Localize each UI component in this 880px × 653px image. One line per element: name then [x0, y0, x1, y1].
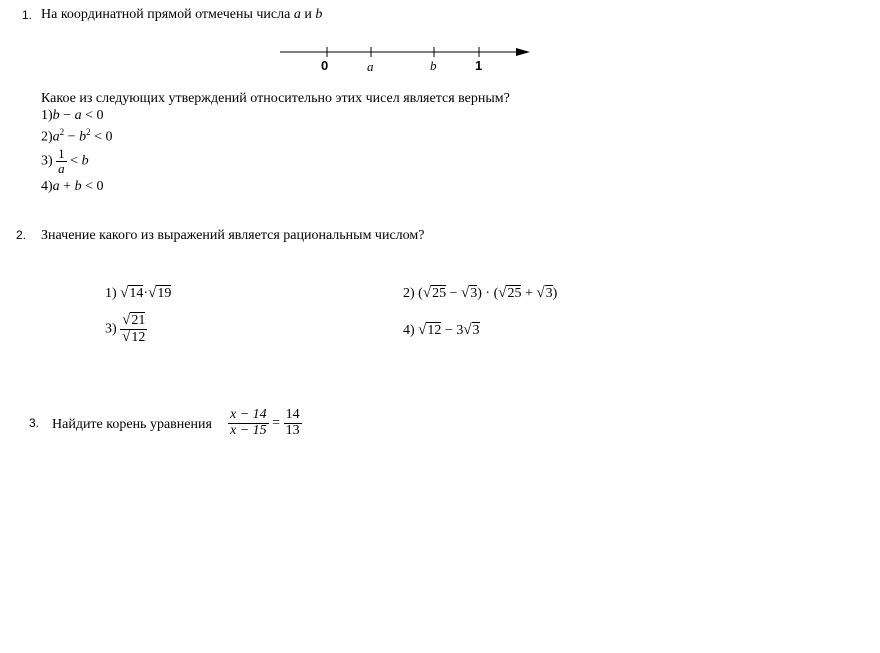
- task2-option-1: [105, 285, 171, 302]
- minus-operator: −: [444, 323, 453, 338]
- dot-operator: ·: [143, 286, 149, 301]
- option-number: 4): [41, 179, 53, 194]
- option-var-a: a: [52, 129, 60, 145]
- sqrt-icon: √: [498, 285, 507, 301]
- plus-operator: +: [524, 286, 533, 301]
- equation-right-fraction: [284, 408, 302, 438]
- number-line-label-0: 0: [321, 58, 329, 73]
- sqrt: [122, 313, 145, 329]
- sqrt-icon: √: [120, 285, 129, 301]
- sqrt-icon: √: [536, 285, 545, 301]
- option-var-a: a: [52, 179, 60, 194]
- sqrt: [120, 285, 143, 302]
- option-relation: <: [94, 129, 102, 145]
- sqrt-icon: √: [463, 322, 472, 338]
- sqrt: [122, 330, 145, 346]
- fraction-numerator: [120, 313, 147, 330]
- sqrt-argument: 25: [432, 286, 447, 301]
- equation-left-fraction: [228, 408, 269, 438]
- task3-prompt: Найдите корень уравнения: [52, 417, 212, 432]
- equals-sign: =: [272, 415, 281, 431]
- number-line-arrow-icon: [516, 48, 530, 56]
- option-value: 0: [96, 108, 104, 123]
- task1-prompt: На координатной прямой отмечены числа: [41, 7, 291, 22]
- fraction-denominator: a: [58, 160, 65, 176]
- sqrt: [418, 322, 441, 339]
- task1-option-1: [41, 108, 103, 124]
- option-operator: −: [63, 108, 72, 123]
- option-number: 2): [41, 129, 53, 145]
- task2-prompt: Значение какого из выражений является рациональным числом?: [41, 228, 425, 243]
- fraction-numerator: 14: [285, 407, 300, 422]
- task1-prompt-line: [41, 7, 322, 23]
- sqrt-icon: √: [148, 285, 157, 301]
- option-var-b: b: [52, 108, 60, 123]
- sqrt-argument: 3: [545, 286, 553, 301]
- sqrt-icon: √: [122, 312, 131, 328]
- number-line-label-b: b: [430, 58, 437, 73]
- task1-question: Какое из следующих утверждений относительно этих чисел является верным?: [41, 91, 510, 106]
- option-var-b: b: [81, 153, 89, 169]
- fraction-denominator: 13: [285, 422, 300, 438]
- option-value: 0: [105, 129, 113, 145]
- number-line-label-a: a: [367, 59, 374, 74]
- option-fraction: [120, 313, 147, 346]
- sqrt-argument: 14: [129, 286, 144, 301]
- number-line: [270, 38, 550, 80]
- fraction-numerator: 1: [58, 146, 65, 161]
- sqrt-argument: 3: [470, 286, 478, 301]
- sqrt: [463, 322, 479, 339]
- task1-conj: и: [304, 7, 312, 22]
- minus-operator: −: [449, 286, 458, 301]
- sqrt: [423, 285, 446, 302]
- dot-operator: ·: [485, 286, 491, 301]
- option-value: 0: [96, 179, 104, 194]
- paren: (: [493, 286, 499, 301]
- sqrt-argument: 21: [131, 313, 146, 328]
- option-relation: <: [85, 108, 93, 123]
- option-number: 1): [41, 108, 53, 123]
- paren: ): [552, 286, 558, 301]
- paren: (: [418, 286, 423, 301]
- task3-number: 3.: [29, 416, 40, 430]
- task2-option-4: [403, 322, 480, 339]
- option-relation: <: [70, 153, 79, 169]
- sqrt: [461, 285, 477, 302]
- option-operator: +: [63, 179, 72, 194]
- task1-var-b: b: [315, 7, 323, 22]
- sqrt-argument: 12: [427, 323, 442, 338]
- task2-option-3: [105, 313, 147, 346]
- sqrt: [536, 285, 552, 302]
- option-var-b: b: [74, 179, 82, 194]
- sqrt-argument: 3: [472, 323, 480, 338]
- option-number: 1): [105, 286, 117, 301]
- task1-var-a: a: [293, 7, 301, 22]
- sqrt-argument: 12: [131, 329, 146, 345]
- option-exponent: 2: [59, 127, 65, 137]
- sqrt-icon: √: [422, 285, 432, 301]
- option-number: 3): [105, 321, 117, 337]
- option-var-b: b: [79, 129, 87, 145]
- sqrt-icon: √: [418, 322, 427, 338]
- paren: ): [477, 286, 482, 301]
- task1-option-3: [41, 147, 89, 175]
- task1-option-4: [41, 179, 103, 195]
- option-exponent: 2: [86, 127, 91, 137]
- task1-option-2: [41, 127, 112, 146]
- coefficient: 3: [456, 323, 464, 338]
- number-line-label-1: 1: [475, 58, 483, 73]
- sqrt-icon: √: [460, 285, 470, 301]
- option-number: 4): [403, 323, 415, 338]
- fraction-denominator: [120, 330, 147, 346]
- sqrt: [148, 285, 171, 302]
- option-number: 2): [403, 286, 415, 301]
- sqrt-argument: 25: [507, 286, 522, 301]
- option-number: 3): [41, 153, 53, 169]
- sqrt: [498, 285, 521, 302]
- option-operator: −: [67, 129, 76, 145]
- task1-number: 1.: [22, 8, 33, 22]
- task2-option-2: [403, 285, 557, 302]
- option-var-a: a: [74, 108, 82, 123]
- option-fraction: [56, 147, 67, 175]
- fraction-denominator: x − 15: [230, 422, 267, 438]
- task2-number: 2.: [16, 228, 27, 242]
- task3-equation: [228, 408, 302, 438]
- sqrt-icon: √: [122, 328, 131, 345]
- sqrt-argument: 19: [157, 286, 172, 301]
- fraction-numerator: x − 14: [230, 407, 267, 422]
- option-relation: <: [85, 179, 93, 194]
